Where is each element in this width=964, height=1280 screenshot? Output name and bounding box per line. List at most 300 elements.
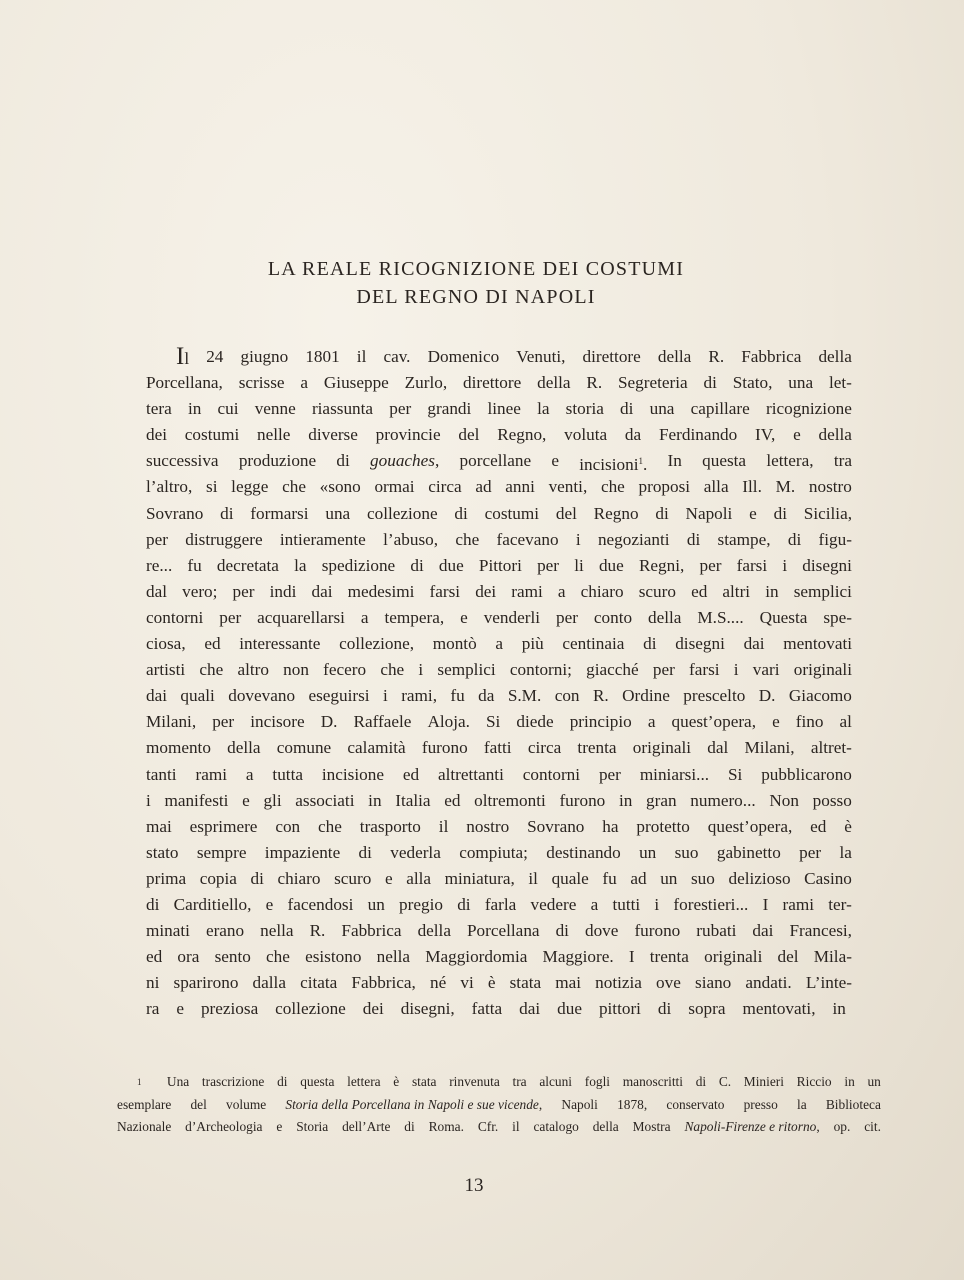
word — [640, 762, 709, 788]
word — [495, 631, 503, 657]
word — [197, 840, 247, 866]
word — [811, 735, 852, 761]
word — [552, 866, 589, 892]
word — [428, 474, 461, 500]
text-run: copia — [199, 868, 237, 888]
text-run: altro — [237, 660, 269, 680]
text-run: fino — [795, 712, 824, 732]
text-run: porcellane — [459, 451, 532, 471]
word — [368, 892, 385, 918]
word — [212, 709, 234, 735]
word — [742, 474, 762, 500]
text-run: di — [457, 894, 471, 914]
text-run: eseguirsi — [308, 686, 370, 706]
word — [406, 866, 431, 892]
word — [385, 866, 393, 892]
text-line — [146, 814, 852, 840]
word — [263, 788, 281, 814]
word — [593, 683, 609, 709]
text-run: provincie — [375, 425, 441, 445]
text-line — [146, 657, 852, 683]
word — [445, 866, 515, 892]
word — [510, 970, 542, 996]
word — [737, 553, 768, 579]
word — [384, 605, 444, 631]
text-run: alla — [406, 868, 431, 888]
word — [368, 788, 381, 814]
word — [537, 553, 559, 579]
text-run: contorni — [146, 607, 204, 627]
text-run: di — [787, 529, 802, 549]
word — [696, 1071, 706, 1094]
word — [655, 501, 668, 527]
word — [659, 422, 737, 448]
word — [266, 892, 274, 918]
word — [650, 396, 675, 422]
word — [804, 866, 852, 892]
text-run: ed — [444, 790, 461, 810]
word — [690, 788, 755, 814]
word — [174, 970, 239, 996]
word — [322, 762, 384, 788]
text-run: 1801 — [305, 347, 340, 366]
chapter-title-line-1: LA REALE RICOGNIZIONE DEI COSTUMI — [267, 258, 685, 280]
word — [672, 709, 756, 735]
text-run: minati — [146, 921, 190, 941]
word — [783, 892, 815, 918]
text-run: una — [649, 399, 675, 419]
word — [231, 474, 268, 500]
text-run: pubblicarono — [761, 764, 852, 784]
word — [697, 605, 743, 631]
word — [559, 788, 605, 814]
word — [745, 970, 791, 996]
word — [437, 657, 495, 683]
word — [555, 683, 580, 709]
text-run: i — [654, 894, 660, 914]
text-run: oltremonti — [474, 790, 546, 810]
word — [728, 866, 790, 892]
word — [774, 501, 787, 527]
text-run: ed — [810, 816, 827, 836]
word — [570, 709, 632, 735]
word — [806, 970, 852, 996]
text-run: Maggiordomia — [425, 947, 528, 967]
word — [595, 970, 642, 996]
word — [359, 840, 372, 866]
text-run: siano — [695, 973, 732, 993]
text-run: non — [283, 660, 309, 680]
text-run: disegni — [675, 634, 725, 654]
word — [558, 579, 566, 605]
word — [734, 657, 739, 683]
text-run: il — [438, 816, 449, 836]
text-run: ed — [204, 634, 221, 654]
word — [839, 840, 851, 866]
word — [351, 970, 415, 996]
word — [433, 631, 477, 657]
text-run: direttore — [463, 373, 522, 393]
text-run: Roma. — [428, 1119, 464, 1134]
text-line — [146, 605, 852, 631]
word — [334, 866, 371, 892]
text-run: a — [360, 607, 369, 627]
text-run: rami, — [401, 686, 437, 706]
word — [323, 657, 366, 683]
text-run: direttore — [582, 347, 641, 366]
text-line — [146, 735, 852, 761]
text-run: stampe, — [717, 529, 771, 549]
text-run: il — [512, 1119, 520, 1134]
text-run: due — [557, 999, 582, 1019]
word — [488, 970, 496, 996]
text-run: per — [232, 581, 255, 601]
word — [648, 709, 656, 735]
word — [460, 970, 473, 996]
word — [505, 474, 535, 500]
word — [282, 474, 306, 500]
word — [650, 944, 689, 970]
text-line — [146, 527, 852, 553]
text-run: Aloja. — [427, 712, 470, 732]
word — [195, 762, 227, 788]
text-run: gli — [263, 790, 282, 810]
word — [146, 709, 196, 735]
text-run: di — [146, 894, 160, 914]
word — [639, 579, 676, 605]
word — [217, 553, 279, 579]
text-run: di — [620, 399, 634, 419]
text-run: circa — [428, 477, 462, 497]
word — [275, 814, 300, 840]
text-run: Casino — [804, 868, 852, 888]
text-run: sento — [214, 947, 251, 967]
word — [528, 735, 561, 761]
word — [390, 840, 441, 866]
text-run: dovevano — [228, 686, 296, 706]
word — [599, 996, 641, 1022]
text-run: Biblioteca — [825, 1096, 881, 1112]
word — [556, 918, 569, 944]
word — [675, 840, 699, 866]
text-run: lettera, — [766, 451, 814, 471]
text-run: ra — [146, 999, 160, 1019]
text-run: al — [839, 712, 852, 732]
text-run: un — [867, 1074, 881, 1089]
text-run: l’altro, — [146, 477, 193, 497]
text-run: Ill. — [742, 477, 762, 497]
text-run: figu- — [818, 529, 852, 549]
word — [788, 370, 813, 396]
word — [623, 1071, 683, 1094]
text-run: rami — [195, 764, 227, 784]
word — [512, 1116, 519, 1139]
text-run: vi — [460, 973, 474, 993]
text-run: Carditiello, — [173, 894, 252, 914]
word — [467, 918, 540, 944]
text-run: Maggiore. — [542, 947, 614, 967]
word — [864, 1116, 881, 1139]
word — [367, 501, 438, 527]
text-run: acquarellarsi — [257, 607, 345, 627]
text-run: della — [818, 347, 852, 366]
italic-text: gouaches — [370, 451, 435, 471]
text-run: Milani, — [146, 712, 197, 732]
text-run: Francesi, — [789, 921, 852, 941]
text-run: associati — [295, 790, 355, 810]
text-run: vederla — [390, 842, 441, 862]
text-run: per — [537, 555, 560, 575]
text-run: principio — [569, 712, 632, 732]
word — [474, 788, 546, 814]
word — [418, 918, 451, 944]
text-line — [146, 944, 852, 970]
text-run: nella — [376, 947, 411, 967]
word — [463, 370, 521, 396]
text-run: i — [146, 790, 151, 810]
text-run: dal — [146, 581, 167, 601]
word — [673, 892, 748, 918]
word — [804, 501, 852, 527]
text-run: per — [146, 529, 168, 549]
text-run: tutti — [612, 894, 641, 914]
word — [188, 396, 201, 422]
text-run: è — [487, 973, 496, 993]
word — [237, 657, 269, 683]
word — [200, 866, 237, 892]
word — [206, 918, 244, 944]
word — [146, 918, 190, 944]
word — [633, 1116, 671, 1139]
text-run: manoscritti — [622, 1074, 683, 1089]
word — [829, 370, 852, 396]
word — [305, 344, 339, 370]
word — [318, 814, 342, 840]
word — [410, 553, 423, 579]
text-run: interessante — [239, 634, 321, 654]
word — [585, 918, 618, 944]
word — [454, 501, 467, 527]
text-run: i — [575, 529, 581, 549]
word — [146, 605, 203, 631]
word — [601, 474, 625, 500]
text-run: notizia — [595, 973, 642, 993]
text-run: trascrizione — [201, 1074, 265, 1089]
text-run: ricognizione — [765, 399, 852, 419]
text-run: che — [318, 816, 342, 836]
text-run: si — [206, 477, 218, 497]
text-run: di — [220, 503, 234, 523]
text-run: della — [818, 425, 852, 445]
word — [403, 762, 419, 788]
word — [348, 579, 415, 605]
text-run: scuro — [638, 581, 676, 601]
text-run: del — [777, 947, 799, 967]
text-run: Fabbrica, — [351, 973, 416, 993]
text-run: altri — [722, 581, 751, 601]
word — [634, 918, 680, 944]
word — [687, 527, 700, 553]
text-run: miniarsi... — [639, 764, 710, 784]
text-run: che — [600, 477, 625, 497]
text-run: originali — [704, 947, 763, 967]
text-run: che — [455, 529, 480, 549]
word — [519, 996, 540, 1022]
text-run: trenta — [577, 738, 617, 758]
text-run: nostro — [466, 816, 510, 836]
text-run: ad — [630, 868, 647, 888]
word — [691, 866, 715, 892]
word — [427, 709, 469, 735]
word — [484, 735, 512, 761]
word — [654, 892, 659, 918]
text-run: di — [703, 373, 717, 393]
text-run: ha — [602, 816, 619, 836]
text-run: per — [389, 399, 412, 419]
text-run: catalogo — [533, 1119, 579, 1134]
word — [220, 501, 233, 527]
word — [311, 579, 332, 605]
word — [797, 1094, 807, 1117]
word — [430, 579, 461, 605]
text-run: della — [227, 738, 261, 758]
text-run: ciosa, — [146, 634, 186, 654]
word — [585, 1071, 610, 1094]
word — [602, 866, 616, 892]
text-run: che — [380, 660, 405, 680]
text-line — [146, 396, 852, 422]
word — [675, 631, 725, 657]
text-run: di — [555, 921, 569, 941]
text-run: rubati — [696, 921, 737, 941]
word — [478, 1116, 498, 1139]
text-run: tra — [833, 451, 852, 471]
text-run: sempre — [196, 842, 247, 862]
text-run: montò — [432, 634, 477, 654]
word — [618, 370, 688, 396]
text-run: Domenico — [427, 347, 500, 366]
word — [383, 527, 438, 553]
word — [430, 970, 446, 996]
word — [742, 996, 815, 1022]
text-run: dai — [519, 999, 541, 1019]
text-run: 1878, — [617, 1096, 648, 1112]
text-run: In — [667, 451, 682, 471]
word — [458, 422, 479, 448]
text-run: originali — [632, 738, 692, 758]
text-run: I — [762, 894, 769, 914]
text-run: la — [839, 842, 852, 862]
text-run: è — [844, 816, 852, 836]
text-line — [146, 683, 852, 709]
word — [625, 422, 641, 448]
word — [320, 474, 361, 500]
text-run: farsi — [689, 660, 720, 680]
word — [639, 840, 656, 866]
word — [439, 553, 464, 579]
word — [620, 396, 633, 422]
text-run: i — [733, 660, 739, 680]
word — [497, 422, 546, 448]
word — [688, 996, 725, 1022]
text-run: Non — [769, 790, 799, 810]
text-run: Stato, — [732, 373, 773, 393]
word — [689, 657, 720, 683]
word — [708, 344, 724, 370]
word — [239, 370, 285, 396]
text-run: scrisse — [238, 373, 285, 393]
word — [755, 422, 775, 448]
text-line — [146, 553, 852, 579]
text-run: dalla — [252, 973, 286, 993]
text-run: disegni, — [400, 999, 455, 1019]
text-run: questa — [300, 1074, 335, 1089]
word — [324, 370, 389, 396]
word — [117, 1094, 171, 1117]
word — [719, 1071, 731, 1094]
text-run: di — [277, 1074, 288, 1089]
word — [310, 918, 326, 944]
word — [753, 657, 780, 683]
text-run: furono — [559, 790, 606, 810]
word — [283, 657, 309, 683]
text-run: diverse — [308, 425, 358, 445]
word — [819, 527, 852, 553]
word — [146, 370, 223, 396]
text-run: compiuta; — [459, 842, 528, 862]
text-run: produzione — [238, 451, 317, 471]
word — [285, 1094, 542, 1117]
text-line — [146, 631, 852, 657]
text-run: facendosi — [287, 894, 354, 914]
text-run: della — [417, 921, 451, 941]
word — [826, 1094, 881, 1117]
word — [146, 683, 167, 709]
word — [233, 579, 255, 605]
text-run: e — [460, 607, 468, 627]
text-run: Sovrano — [527, 816, 585, 836]
word — [686, 501, 733, 527]
text-run: esprimere — [189, 816, 258, 836]
text-run: quest’opera, — [707, 816, 793, 836]
text-run: rinvenuta — [449, 1074, 500, 1089]
word — [622, 683, 670, 709]
text-run: per — [799, 842, 822, 862]
text-run: Regno, — [497, 425, 547, 445]
text-run: ed — [402, 764, 420, 784]
word — [277, 1071, 287, 1094]
word — [643, 631, 656, 657]
text-run: decretata — [216, 555, 279, 575]
word — [867, 1071, 880, 1094]
word — [832, 996, 845, 1022]
text-run: la — [537, 399, 550, 419]
word — [146, 527, 168, 553]
text-run: di — [686, 529, 701, 549]
word — [288, 892, 354, 918]
text-run: di — [695, 1074, 707, 1089]
text-run: I — [628, 947, 635, 967]
text-run: fu — [187, 555, 202, 575]
word — [765, 579, 778, 605]
word — [776, 474, 796, 500]
text-run: della — [537, 373, 571, 393]
text-run: e — [384, 868, 393, 888]
word — [202, 1071, 264, 1094]
word — [190, 814, 258, 840]
word — [380, 657, 404, 683]
text-run: Ferdinando — [658, 425, 738, 445]
